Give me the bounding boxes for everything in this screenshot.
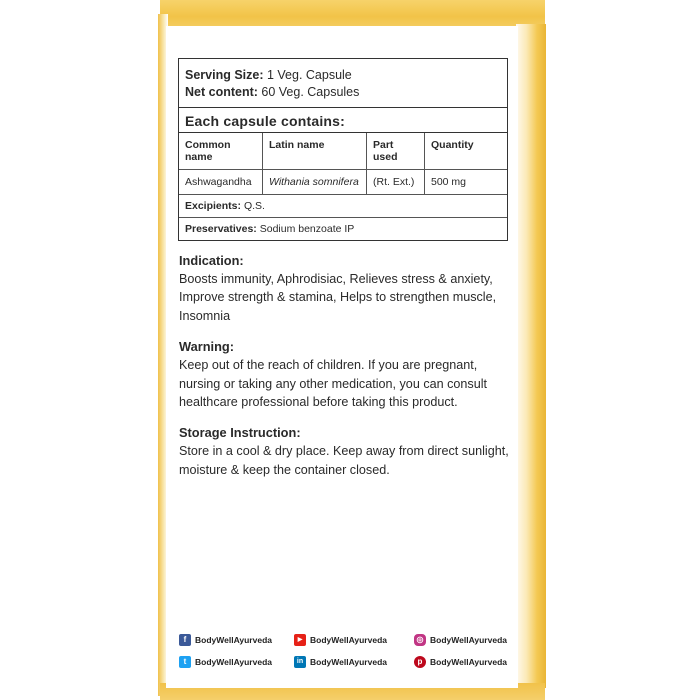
linkedin-link[interactable] (294, 655, 387, 669)
linkedin-icon: in (294, 656, 306, 668)
pinterest-handle: BodyWellAyurveda (430, 657, 507, 667)
each-capsule-heading: Each capsule contains: (179, 108, 507, 133)
preservatives-row (179, 218, 507, 240)
excipients-value: Q.S. (241, 200, 265, 212)
instagram-link[interactable] (414, 633, 507, 647)
warning-section (179, 338, 515, 411)
warning-title: Warning: (179, 339, 234, 355)
table-row (179, 170, 507, 195)
youtube-icon: ▶ (294, 634, 306, 646)
twitter-link[interactable] (179, 655, 272, 669)
facebook-icon: f (179, 634, 191, 646)
cell-latin-name: Withania somnifera (263, 170, 367, 194)
box-right-edge (516, 24, 546, 688)
net-content-label: Net content: (185, 85, 258, 99)
facebook-handle: BodyWellAyurveda (195, 635, 272, 645)
youtube-handle: BodyWellAyurveda (310, 635, 387, 645)
excipients-label: Excipients: (185, 200, 242, 212)
warning-text: Keep out of the reach of children. If you are pregnant, nursing or taking any other medication, you can consult healthcare professional before taking this product. (179, 358, 488, 410)
serving-size-line (185, 67, 501, 84)
composition-table (178, 58, 508, 241)
header-latin-name: Latin name (263, 133, 367, 169)
instagram-handle: BodyWellAyurveda (430, 635, 507, 645)
cell-quantity: 500 mg (431, 176, 467, 188)
preservatives-label: Preservatives: (185, 223, 257, 235)
header-quantity: Quantity (431, 139, 474, 151)
indication-text: Boosts immunity, Aphrodisiac, Relieves stress & anxiety, Improve strength & stamina, Helps to strengthen muscle, Insomnia (179, 272, 497, 323)
indication-title: Indication: (179, 253, 244, 268)
storage-text: Store in a cool & dry place. Keep away from direct sunlight, moisture & keep the container closed. (179, 444, 509, 477)
twitter-icon: t (179, 656, 191, 668)
cell-part-used: (Rt. Ext.) (367, 170, 425, 194)
header-common-name: Common name (179, 133, 263, 169)
storage-section (179, 424, 515, 479)
net-content-value: 60 Veg. Capsules (257, 85, 360, 99)
serving-size-value: 1 Veg. Capsule (263, 68, 352, 82)
header-part-used: Part used (367, 133, 425, 169)
net-content-line (185, 84, 501, 101)
facebook-link[interactable] (179, 633, 272, 647)
indication-section (179, 252, 515, 325)
linkedin-handle: BodyWellAyurveda (310, 657, 387, 667)
label-text-block (179, 252, 515, 492)
serving-size-label: Serving Size: (185, 68, 264, 82)
instagram-icon: ◎ (414, 634, 426, 646)
cell-common-name: Ashwagandha (179, 170, 263, 194)
youtube-link[interactable] (294, 633, 387, 647)
pinterest-link[interactable] (414, 655, 507, 669)
social-links (179, 633, 519, 673)
pinterest-icon: p (414, 656, 426, 668)
preservatives-value: Sodium benzoate IP (256, 223, 355, 235)
table-header-row (179, 133, 507, 170)
twitter-handle: BodyWellAyurveda (195, 657, 272, 667)
excipients-row (179, 195, 507, 218)
serving-info (179, 59, 507, 108)
storage-title: Storage Instruction: (179, 425, 301, 441)
